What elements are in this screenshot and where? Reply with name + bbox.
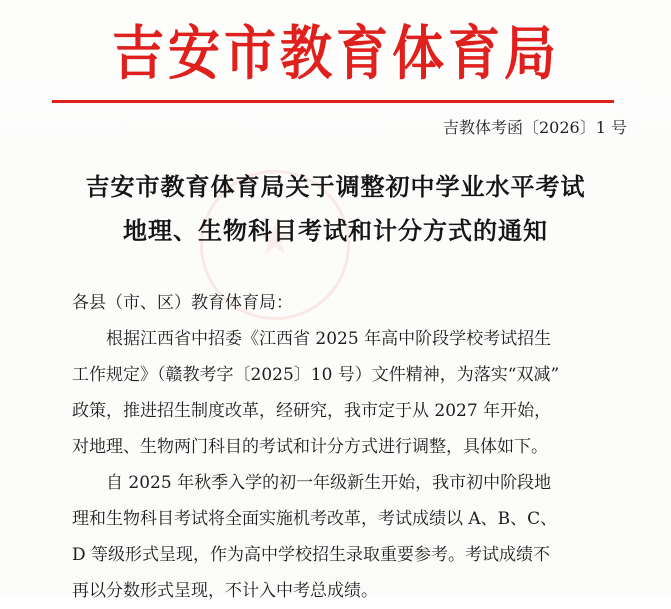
masthead-red-rule (52, 100, 614, 103)
paragraph-2-line-3: D 等级形式呈现，作为高中学校招生录取重要参考。考试成绩不 (72, 545, 551, 565)
paragraph-1-line-4: 对地理、生物两门科目的考试和计分方式进行调整，具体如下。 (72, 437, 548, 457)
paragraph-1-line-2: 工作规定》（赣教考字〔2025〕10 号）文件精神，为落实“双减” (72, 365, 560, 385)
masthead-title: 吉安市教育体育局 (111, 20, 560, 88)
paragraph-2-line-1: 自 2025 年秋季入学的初一年级新生开始，我市初中阶段地 (106, 473, 552, 493)
document-number: 吉教体考函〔2026〕1 号 (443, 118, 627, 137)
salutation: 各县（市、区）教育体育局： (72, 293, 293, 313)
notice-body (72, 285, 642, 609)
notice-title-line-1: 吉安市教育体育局关于调整初中学业水平考试 (85, 172, 586, 201)
paragraph-1-line-3: 政策，推进招生制度改革，经研究，我市定于从 2027 年开始， (72, 401, 552, 421)
notice-title (40, 165, 631, 253)
paragraph-2-line-4: 再以分数形式呈现，不计入中考总成绩。 (72, 581, 378, 601)
notice-title-line-2: 地理、生物科目考试和计分方式的通知 (123, 216, 548, 245)
paragraph-2-line-2: 理和生物科目考试将全面实施机考改革，考试成绩以 A、B、C、 (72, 509, 558, 529)
paragraph-1-line-1: 根据江西省中招委《江西省 2025 年高中阶段学校考试招生 (106, 329, 552, 349)
